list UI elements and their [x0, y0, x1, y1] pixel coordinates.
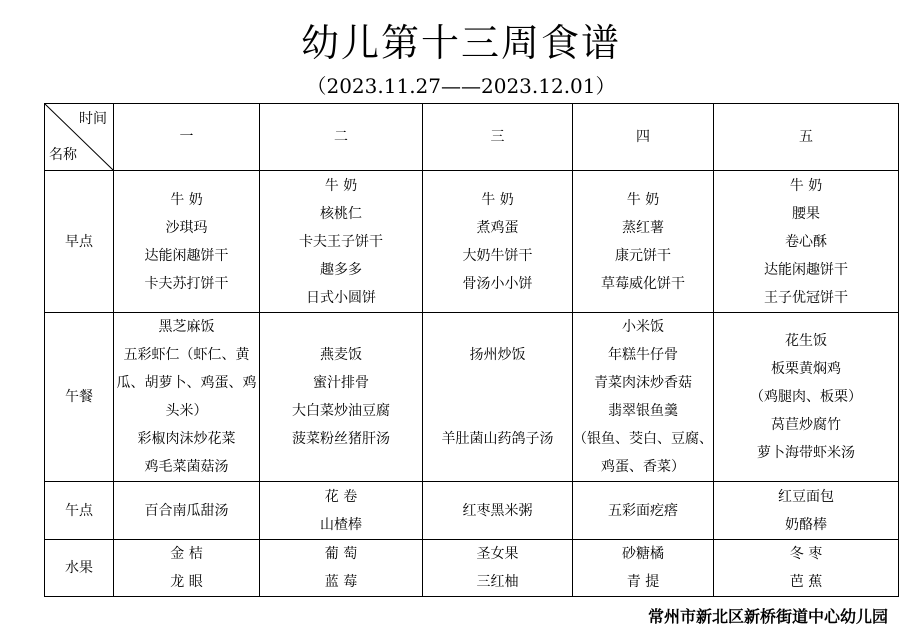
menu-cell	[114, 313, 260, 482]
menu-item: 彩椒肉沫炒花菜	[137, 431, 236, 447]
menu-item: 红豆面包	[778, 488, 834, 505]
menu-item: 芭 蕉	[789, 574, 823, 590]
day-header-fri: 五	[714, 104, 899, 171]
menu-cell	[114, 171, 260, 313]
menu-item: 砂糖橘	[622, 546, 664, 562]
menu-item: 百合南瓜甜汤	[144, 502, 229, 519]
menu-item: 卡夫王子饼干	[299, 233, 383, 250]
menu-item: 三红柚	[476, 574, 519, 590]
menu-item: 骨汤小小饼	[462, 275, 533, 292]
menu-cell	[423, 540, 573, 597]
menu-cell	[573, 313, 714, 482]
menu-item: 达能闲趣饼干	[764, 261, 848, 278]
menu-item: （鸡腿肉、板栗）	[750, 389, 862, 405]
table-row-lunch	[45, 313, 899, 482]
category-lunch: 午餐	[45, 313, 114, 482]
day-header-mon: 一	[114, 104, 260, 171]
menu-item: 奶酪棒	[785, 516, 827, 533]
menu-cell	[260, 540, 423, 597]
menu-cell	[573, 482, 714, 540]
menu-item: 蜜汁排骨	[313, 375, 369, 391]
menu-item: 板栗黄焖鸡	[771, 361, 841, 377]
menu-item: 趣多多	[320, 261, 362, 278]
menu-cell	[714, 171, 899, 313]
menu-item: 莴苣炒腐竹	[771, 417, 841, 433]
day-header-tue: 二	[260, 104, 423, 171]
menu-item: 蒸红薯	[622, 219, 664, 236]
menu-item: 日式小圆饼	[306, 289, 376, 306]
table-row-fruit	[45, 540, 899, 597]
menu-item: 小米饭	[622, 319, 664, 335]
menu-item: 翡翠银鱼羹	[608, 403, 678, 419]
menu-item: 大奶牛饼干	[462, 247, 533, 264]
menu-item: 五彩虾仁（虾仁、黄瓜、胡萝卜、鸡蛋、鸡头米）	[116, 347, 257, 419]
menu-cell	[260, 313, 423, 482]
menu-item: 牛 奶	[789, 177, 823, 194]
table-row-breakfast	[45, 171, 899, 313]
corner-header-cell	[45, 104, 114, 171]
menu-item: 红枣黑米粥	[462, 502, 533, 519]
menu-table	[44, 103, 899, 597]
menu-item: 卷心酥	[785, 233, 827, 250]
menu-item: 卡夫苏打饼干	[144, 275, 229, 292]
menu-item: 扬州炒饭	[469, 347, 526, 363]
menu-item: 五彩面疙瘩	[608, 502, 678, 519]
menu-item: 王子优冠饼干	[764, 289, 848, 306]
menu-cell	[114, 540, 260, 597]
category-fruit: 水果	[45, 540, 114, 597]
menu-item: 牛 奶	[481, 191, 514, 208]
menu-item: 青菜肉沫炒香菇	[594, 375, 692, 391]
menu-item: 蓝 莓	[324, 574, 358, 590]
menu-item: 草莓威化饼干	[601, 275, 685, 292]
menu-item: 龙 眼	[170, 574, 203, 590]
menu-item: 花生饭	[785, 333, 827, 349]
menu-item: 葡 萄	[324, 546, 358, 562]
table-row-afternoon-snack	[45, 482, 899, 540]
day-header-thu: 四	[573, 104, 714, 171]
menu-cell	[423, 313, 573, 482]
menu-item: 花 卷	[324, 488, 358, 505]
category-breakfast: 早点	[45, 171, 114, 313]
menu-item: 年糕牛仔骨	[608, 347, 678, 363]
menu-item: 金 桔	[170, 546, 203, 562]
page-title: 幼儿第十三周食谱	[300, 21, 621, 65]
menu-item: 山楂棒	[320, 516, 362, 533]
menu-item: 康元饼干	[615, 247, 671, 264]
menu-item: 达能闲趣饼干	[144, 247, 229, 264]
menu-item: 圣女果	[476, 546, 519, 562]
menu-item: 牛 奶	[324, 177, 358, 194]
menu-cell	[714, 482, 899, 540]
kindergarten-name: 常州市新北区新桥街道中心幼儿园	[647, 607, 888, 626]
menu-cell	[714, 313, 899, 482]
menu-item: 青 提	[626, 574, 660, 590]
day-header-wed: 三	[423, 104, 573, 171]
menu-item: 鸡毛菜菌菇汤	[144, 459, 229, 475]
menu-item: 煮鸡蛋	[476, 219, 519, 236]
menu-item: 羊肚菌山药鸽子汤	[441, 431, 554, 447]
menu-item: 核桃仁	[320, 205, 362, 222]
corner-time-label: 时间	[79, 111, 107, 127]
menu-item: 黑芝麻饭	[158, 319, 215, 335]
corner-name-label: 名称	[49, 147, 77, 163]
menu-cell	[114, 482, 260, 540]
menu-item: 燕麦饭	[320, 347, 362, 363]
menu-item: 冬 枣	[789, 546, 823, 562]
menu-item: 沙琪玛	[165, 219, 208, 236]
menu-cell	[260, 482, 423, 540]
menu-item: 腰果	[792, 205, 820, 222]
date-range: （2023.11.27——2023.12.01）	[306, 74, 616, 98]
menu-cell	[423, 482, 573, 540]
menu-item: 菠菜粉丝猪肝汤	[292, 431, 390, 447]
menu-item: 萝卜海带虾米汤	[757, 445, 855, 461]
menu-cell	[260, 171, 423, 313]
menu-cell	[423, 171, 573, 313]
menu-cell	[714, 540, 899, 597]
menu-cell	[573, 171, 714, 313]
menu-item: 牛 奶	[626, 191, 660, 208]
menu-cell	[573, 540, 714, 597]
menu-item: 大白菜炒油豆腐	[292, 403, 390, 419]
category-afternoon-snack: 午点	[45, 482, 114, 540]
menu-item: 牛 奶	[170, 191, 203, 208]
menu-item: （银鱼、茭白、豆腐、鸡蛋、香菜）	[573, 431, 713, 475]
